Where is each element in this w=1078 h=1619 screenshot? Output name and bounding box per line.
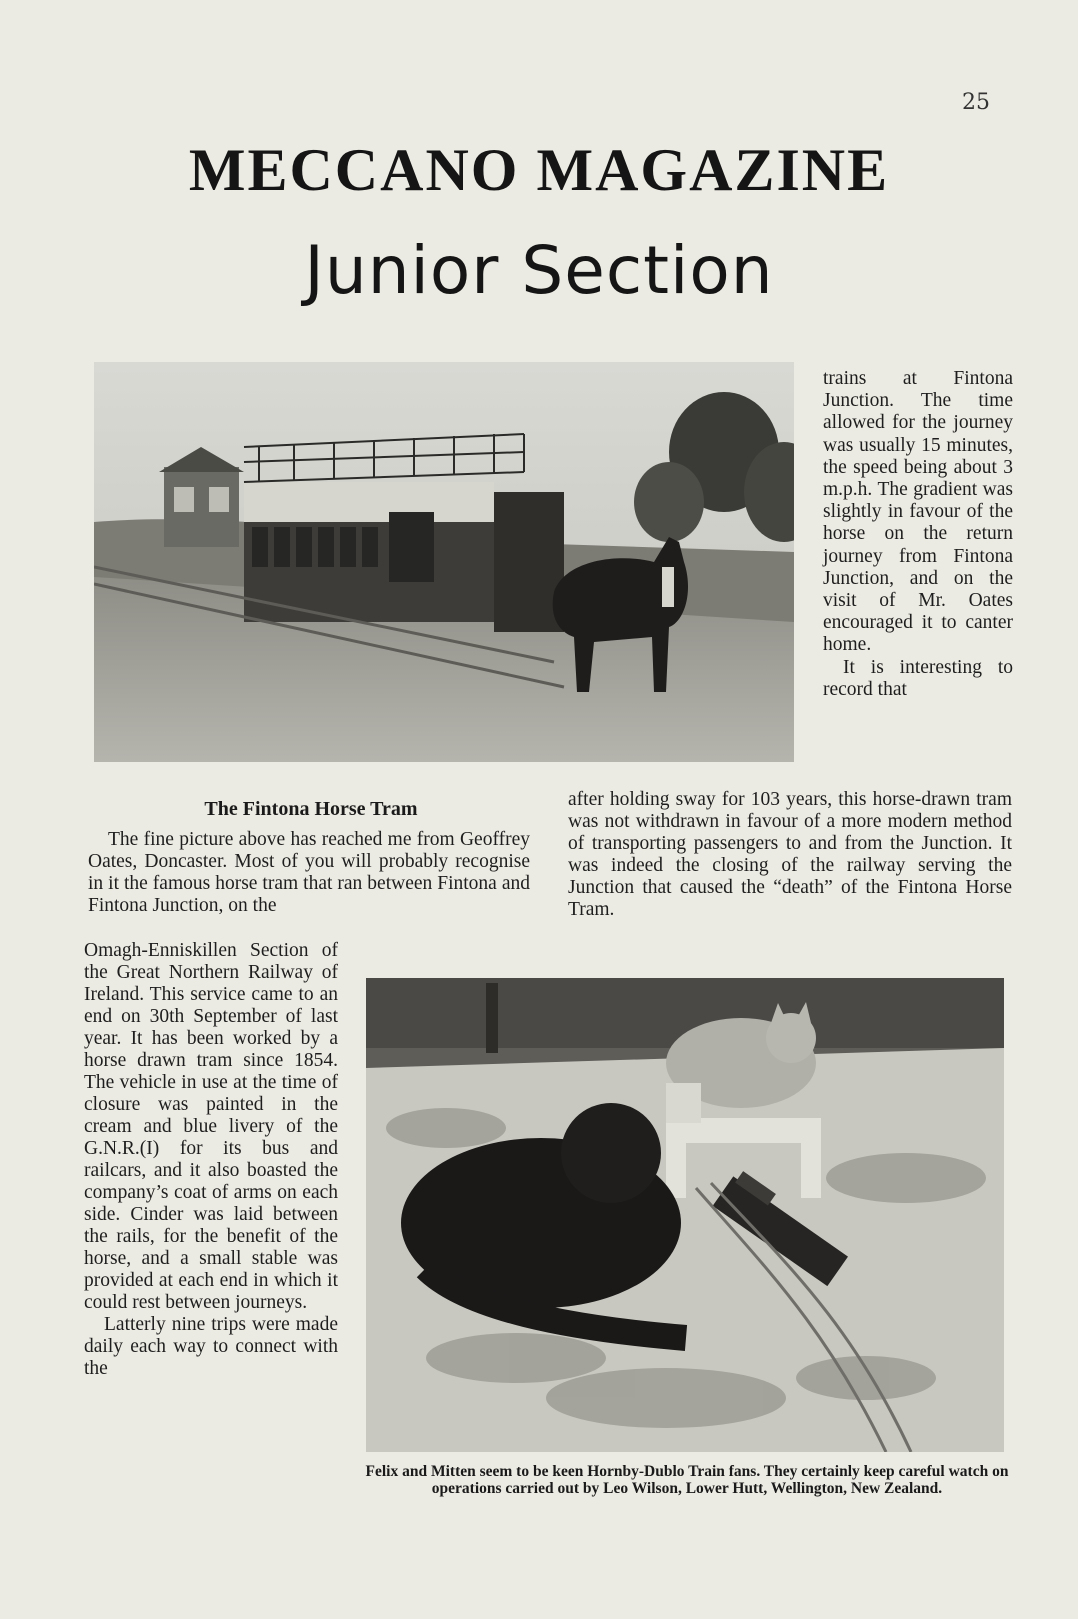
article-col-right-lower [568, 789, 1012, 921]
page-number: 25 [962, 90, 990, 115]
tram-photo [94, 362, 794, 762]
cats-photo-caption: Felix and Mitten seem to be keen Hornby-Dublo Train fans. They certainly keep careful watch on operations carried out by Leo Wilson, Lower Hutt, Wellington, New Zealand. [365, 1463, 1009, 1497]
article-heading: The Fintona Horse Tram [204, 798, 418, 820]
tram-photo-illustration [94, 362, 794, 762]
article-col-left-top [88, 829, 530, 917]
article-paragraph: Omagh-Enniskillen Section of the Great Northern Railway of Ireland. This service came to an end on 30th September of last year. It has been worked by a horse drawn tram since 1854. The vehicle in use at the time of closure was painted in the cream and blue livery of the G.N.R.(I) for its bus and railcars, and it also boasted the company’s coat of arms on each side. Cinder was laid between the rails, for the benefit of the horse, and a small stable was provided at each end in which it could rest between journeys. [84, 940, 338, 1313]
article-paragraph: It is interesting to record that [823, 656, 1013, 700]
article-paragraph: after holding sway for 103 years, this horse-drawn tram was not withdrawn in favour of a more modern method of transporting passengers to and from the Junction. It was indeed the closing of the railway serving the Junction that caused the “death” of the Fintona Horse Tram. [568, 789, 1012, 920]
cats-photo-illustration [366, 978, 1004, 1452]
cats-photo [366, 978, 1004, 1452]
article-paragraph: Latterly nine trips were made daily each way to connect with the [84, 1314, 338, 1379]
article-col-left-narrow [84, 940, 338, 1380]
section-title: Junior Section [304, 232, 774, 309]
masthead: MECCANO MAGAZINE [188, 137, 890, 203]
article-paragraph: trains at Fintona Junction. The time allowed for the journey was usually 15 minutes, the speed being about 3 m.p.h. The gradient was slightly in favour of the horse on the return journey from Fintona Junction, and on the visit of Mr. Oates encouraged it to canter home. [823, 368, 1013, 656]
article-paragraph: The fine picture above has reached me from Geoffrey Oates, Doncaster. Most of you will probably recognise in it the famous horse tram that ran between Fintona and Fintona Junction, on the [88, 829, 530, 916]
article-col-right-top [823, 368, 1013, 701]
